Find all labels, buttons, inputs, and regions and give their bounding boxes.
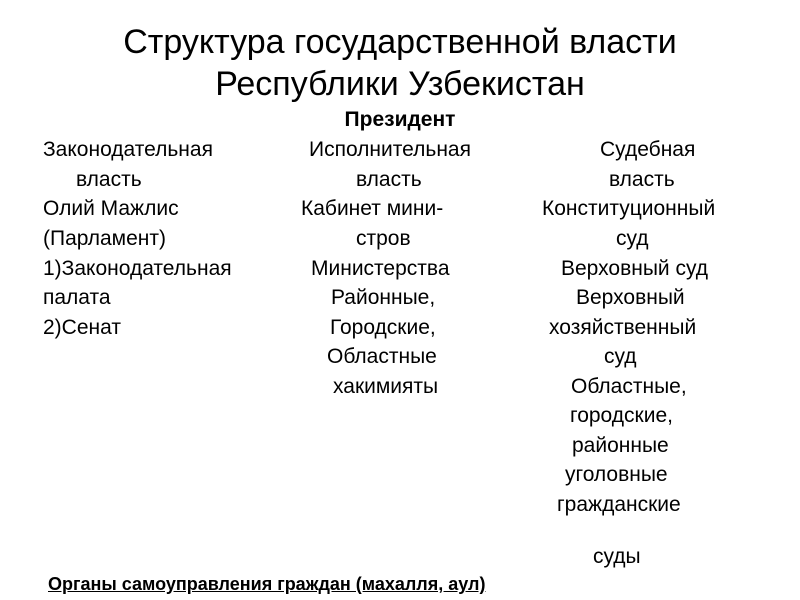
legislative-line: Законодательная: [43, 138, 213, 161]
judicial-line: Областные,: [571, 375, 687, 398]
executive-line: Городские,: [330, 316, 436, 339]
executive-line: власть: [356, 168, 422, 191]
judicial-line: Конституционный: [542, 197, 716, 220]
judicial-line: Верховный суд: [561, 257, 709, 280]
executive-line: Министерства: [311, 257, 450, 280]
judicial-line: Верховный: [576, 286, 685, 309]
judicial-line: суды: [593, 545, 641, 568]
legislative-line: 1)Законодательная: [43, 257, 232, 280]
executive-line: Кабинет мини-: [301, 197, 444, 220]
judicial-line: районные: [572, 434, 669, 457]
slide-title-line-1: Структура государственной власти: [123, 23, 677, 61]
judicial-line: хозяйственный: [549, 316, 697, 339]
judicial-line: уголовные: [565, 463, 668, 486]
judicial-line: городские,: [570, 404, 673, 427]
executive-line: Исполнительная: [309, 138, 471, 161]
self-government-footer: Органы самоуправления граждан (махалля, аул): [48, 574, 486, 594]
judicial-line: власть: [609, 168, 675, 191]
legislative-line: власть: [76, 168, 142, 191]
executive-line: стров: [356, 227, 411, 250]
judicial-line: Судебная: [600, 138, 696, 161]
executive-line: Областные: [327, 345, 437, 368]
judicial-line: гражданские: [557, 493, 681, 516]
legislative-line: 2)Сенат: [43, 316, 121, 339]
legislative-line: Олий Мажлис: [43, 197, 179, 220]
president-heading: Президент: [344, 108, 456, 131]
judicial-line: суд: [616, 227, 649, 250]
executive-line: Районные,: [331, 286, 436, 309]
slide-title-line-2: Республики Узбекистан: [215, 65, 585, 103]
judicial-line: суд: [604, 345, 637, 368]
executive-line: хакимияты: [333, 375, 439, 398]
legislative-line: (Парламент): [43, 227, 166, 250]
legislative-line: палата: [43, 286, 111, 309]
